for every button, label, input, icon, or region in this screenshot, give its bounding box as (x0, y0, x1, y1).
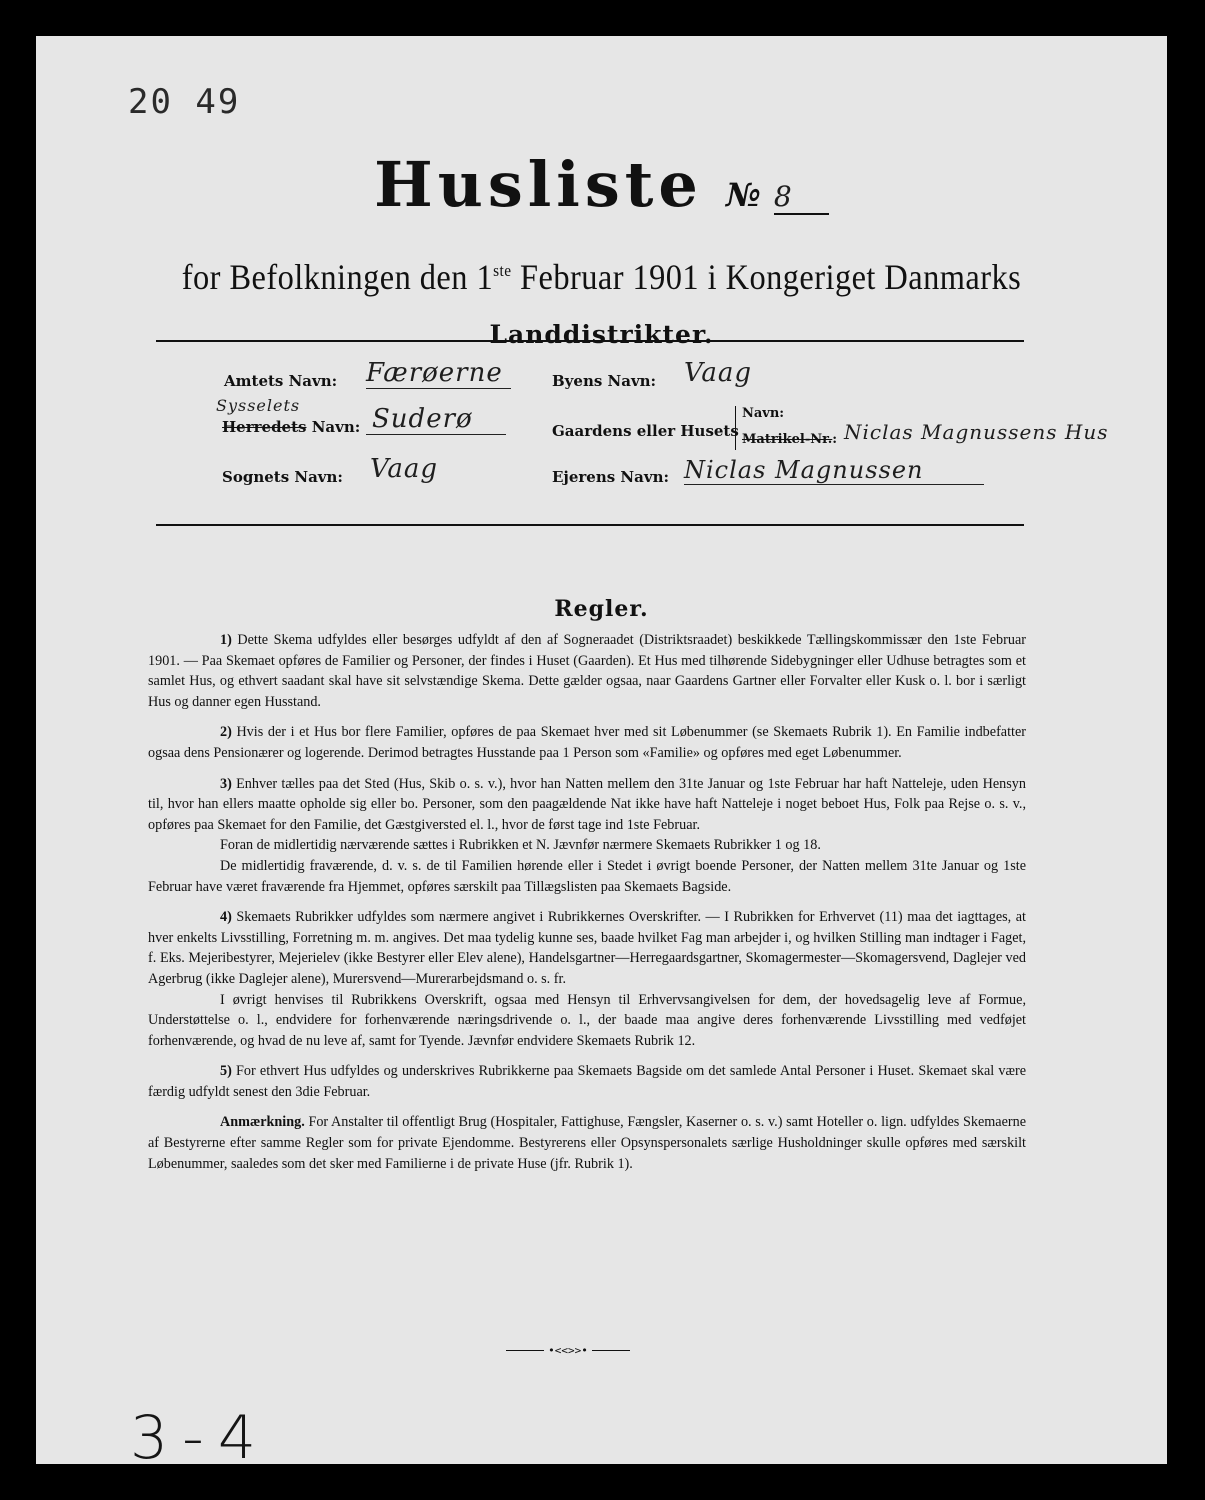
herred-underline (366, 434, 506, 435)
herred-value: Suderø (372, 404, 473, 434)
amt-value: Færøerne (366, 358, 503, 388)
sogn-label: Sognets Navn: (222, 468, 343, 486)
rule-5 (148, 1061, 1026, 1102)
ejer-value: Niclas Magnussen (684, 456, 924, 484)
rule-4-number: 4) (220, 909, 232, 926)
rules-heading: Regler. (554, 596, 649, 622)
gaard-bracket (735, 406, 736, 450)
by-label: Byens Navn: (552, 372, 657, 390)
ornament-line-left (506, 1350, 544, 1351)
ornament-divider (506, 1344, 630, 1357)
herred-struck-text: Herredets (222, 418, 307, 436)
remark-label: Anmærkning. (220, 1114, 305, 1131)
handwritten-page-number: 3-4 (130, 1403, 270, 1473)
by-value: Vaag (684, 358, 753, 388)
divider-bottom (156, 524, 1024, 526)
house-list-number: 8 (774, 180, 829, 215)
rule-4 (148, 907, 1026, 989)
page-subtitle (93, 256, 1111, 298)
remark (148, 1112, 1026, 1174)
archive-stamp-number: 20 49 (128, 82, 241, 122)
rule-5-number: 5) (220, 1063, 232, 1080)
subtitle-superscript: ste (493, 261, 512, 280)
rule-3-text: Enhver tælles paa det Sted (Hus, Skib o. s. v.), hvor han Natten mellem den 31te Januar og 1ste Februar har haft Natteleje, uden Hensyn til, hvor han ellers maatte opholde sig eller bo. Personer, som den paagældende Nat ikke have haft Natteleje i noget beboet Hus, Folk paa Rejse o. s. v., opføres paa Skemaet for den Familie, det Gæstgiversted el. l., hvor de først tage ind 1ste Februar. (148, 775, 1026, 833)
amt-label: Amtets Navn: (224, 372, 338, 390)
gaard-matrikel-sublabel (742, 432, 837, 447)
subtitle-text-end: Februar 1901 i Kongeriget Danmarks (511, 257, 1022, 297)
sogn-value: Vaag (370, 454, 439, 484)
ornament-glyph: •<<>>• (548, 1344, 588, 1357)
census-form-page (36, 36, 1167, 1473)
herred-label-suffix: Navn: (306, 418, 361, 436)
subtitle-text: for Befolkningen den 1 (181, 257, 494, 297)
rule-3b: Foran de midlertidig nærværende sættes i Rubrikken et N. Jævnfør nærmere Skemaets Rubrikker 1 og 18. (220, 837, 821, 854)
rule-3 (148, 774, 1026, 836)
gaard-name-sublabel: Navn: (742, 406, 785, 421)
herred-overwrite: Sysselets (216, 396, 301, 415)
districts-heading: Landdistrikter. (489, 320, 714, 349)
divider-top (156, 340, 1024, 342)
rule-3-number: 3) (220, 775, 232, 792)
rule-1-number: 1) (220, 632, 232, 648)
number-label: № (725, 176, 761, 214)
title-row (36, 148, 1167, 221)
rule-5-text: For ethvert Hus udfyldes og underskrives Rubrikkerne paa Skemaets Bagside om det samlede Antal Personer i Huset. Skemaet skal være færdig udfyldt senest den 3die Februar. (148, 1063, 1026, 1100)
rule-2 (148, 722, 1026, 763)
matrikel-suffix: : (832, 432, 838, 447)
rule-3c: De midlertidig fraværende, d. v. s. de til Familien hørende eller i Stedet i øvrigt boende Personer, der Natten mellem 31te Januar og 1ste Februar have været fraværende fra Hjemmet, opføres særskilt paa Tillægslisten paa Skemaets Bagside. (148, 857, 1026, 895)
gaard-value: Niclas Magnussens Hus (844, 420, 1109, 444)
rule-2-text: Hvis der i et Hus bor flere Familier, opføres de paa Skemaet hver med sit Løbenummer (se Skemaets Rubrik 1). En Familie indbefatter ogsaa dens Pensionærer og logerende. Derimod betragtes Husstande paa 1 Person som «Familie» og opføres med eget Løbenummer. (148, 724, 1026, 761)
rule-2-number: 2) (220, 724, 232, 741)
ornament-line-right (592, 1350, 630, 1351)
rule-1-text: Dette Skema udfyldes eller besørges udfyldt af den af Sogneraadet (Distriktsraadet) beskikkede Tællingskommissær den 1ste Februar 1901. — Paa Skemaet opføres de Familier og Personer, der findes i Huset (Gaarden). Et Hus med tilhørende Sidebygninger eller Udhuse betragtes som et samlet Hus, og ethvert saadant skal have sit selvstændige Skema. Dette gælder ogsaa, naar Gaardens Gartner eller Forvalter eller Kusk o. l. bor i særligt Hus og danner egen Husstand. (148, 632, 1026, 710)
herred-label (222, 418, 360, 436)
matrikel-struck-text: Matrikel-Nr. (742, 432, 833, 447)
ejer-label: Ejerens Navn: (552, 468, 670, 486)
rules-body (148, 630, 1026, 1184)
page-title: Husliste (374, 148, 703, 221)
remark-text: For Anstalter til offentligt Brug (Hospitaler, Fattighuse, Fængsler, Kaserner o. s. v.) samt Hoteller o. lign. udfyldes Skemaerne af Bestyrerne efter samme Regler som for private Ejendomme. Bestyrerens eller Opsynspersonalets særlige Husholdninger skulle opføres med særskilt Løbenummer, saaledes som det sker med Familierne i de private Huse (jfr. Rubrik 1). (148, 1114, 1026, 1172)
rule-1 (148, 630, 1026, 712)
ejer-underline (684, 484, 984, 485)
rule-4b: I øvrigt henvises til Rubrikkens Overskrift, ogsaa med Hensyn til Erhvervsangivelsen for dem, der hovedsagelig leve af Formue, Understøttelse o. l., endvidere for forhenværende næringsdrivende o. l., der baade maa angive deres forhenværende Livsstilling med vedføjet forhenværende, og hvad de nu leve af, samt for Tyende. Jævnfør endvidere Skemaets Rubrik 12. (148, 991, 1026, 1049)
gaard-label: Gaardens eller Husets (552, 422, 739, 440)
amt-underline (366, 388, 511, 389)
rule-4-text: Skemaets Rubrikker udfyldes som nærmere angivet i Rubrikkernes Overskrifter. — I Rubrikken for Erhvervet (11) maa det iagttages, at hver enkelts Livsstilling, Forretning m. m. angives. Det maa tydelig kunne ses, baade hvilket Fag man arbejder i, og hvilken Stilling man indtager i Faget, f. Eks. Mejeribestyrer, Mejerielev (ikke Bestyrer eller Elev alene), Handelsgartner—Herregaardsgartner, Skomagermester—Skomagersvend, Daglejer ved Agerbrug (ikke Daglejer alene), Murersvend—Murerarbejdsmand o. s. fr. (148, 909, 1026, 987)
